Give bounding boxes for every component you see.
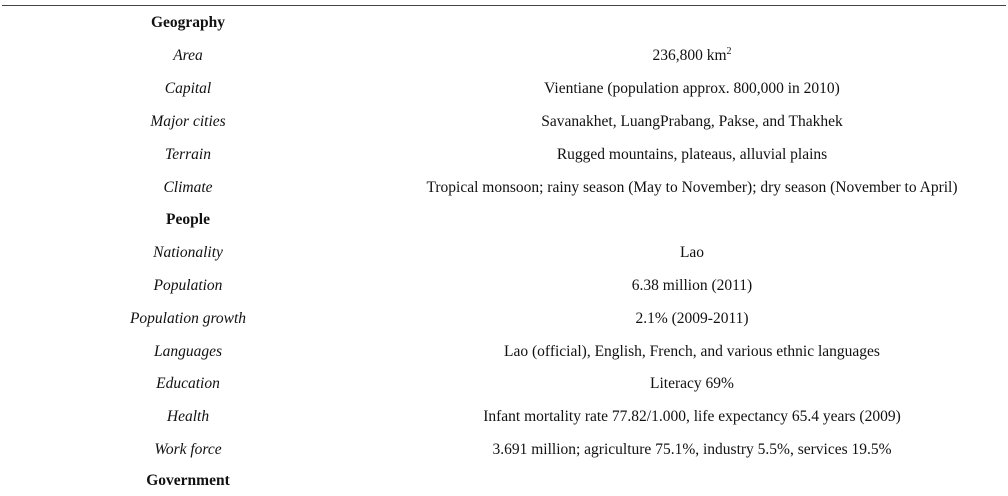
- row-value: Tropical monsoon; rainy season (May to November); dry season (November to April): [426, 178, 958, 196]
- table-row: [0, 138, 1008, 171]
- table-row: [0, 434, 1008, 467]
- row-value: 2.1% (2009-2011): [635, 309, 749, 327]
- table-row: [0, 302, 1008, 335]
- area-value-text: 236,800 km: [652, 47, 727, 65]
- section-header-row: [0, 466, 1008, 496]
- table-row: [0, 335, 1008, 368]
- row-value: Infant mortality rate 77.82/1.000, life expectancy 65.4 years (2009): [483, 408, 901, 426]
- row-value: 3.691 million; agriculture 75.1%, industry 5.5%, services 19.5%: [492, 440, 892, 458]
- table-row: [0, 270, 1008, 303]
- table-row: [0, 171, 1008, 204]
- section-title-people: People: [166, 211, 210, 229]
- section-header-row: [0, 204, 1008, 237]
- section-title-government: Government: [146, 472, 230, 490]
- row-label: Area: [173, 47, 203, 65]
- row-label: Work force: [154, 440, 222, 458]
- row-value: Savanakhet, LuangPrabang, Pakse, and Thakhek: [541, 112, 843, 130]
- row-label: Education: [156, 375, 220, 393]
- table-row: [0, 106, 1008, 139]
- area-superscript: 2: [726, 46, 732, 58]
- row-label: Terrain: [165, 145, 211, 163]
- row-label: Population growth: [129, 309, 247, 327]
- table-row: [0, 73, 1008, 106]
- row-value: Lao: [679, 244, 705, 262]
- table-row: [0, 368, 1008, 401]
- row-label: Major cities: [150, 112, 226, 130]
- row-value: Lao (official), English, French, and various ethnic languages: [504, 342, 880, 360]
- row-value: Rugged mountains, plateaus, alluvial plains: [556, 145, 828, 163]
- section-header-row: [0, 6, 1008, 40]
- section-title-geography: Geography: [150, 14, 226, 31]
- table-row: [0, 40, 1008, 73]
- table-row: [0, 237, 1008, 270]
- row-label: Climate: [163, 178, 213, 196]
- row-label: Health: [166, 408, 210, 426]
- row-value: [376, 40, 1008, 73]
- row-value: Literacy 69%: [650, 375, 734, 393]
- facts-table: [0, 6, 1008, 496]
- row-label: Population: [153, 276, 223, 294]
- table-row: [0, 401, 1008, 434]
- row-label: Capital: [164, 80, 212, 98]
- row-value: Vientiane (population approx. 800,000 in 2010): [544, 80, 840, 98]
- row-value: 6.38 million (2011): [631, 276, 753, 294]
- row-label: Languages: [153, 342, 223, 360]
- row-label: Nationality: [153, 244, 223, 262]
